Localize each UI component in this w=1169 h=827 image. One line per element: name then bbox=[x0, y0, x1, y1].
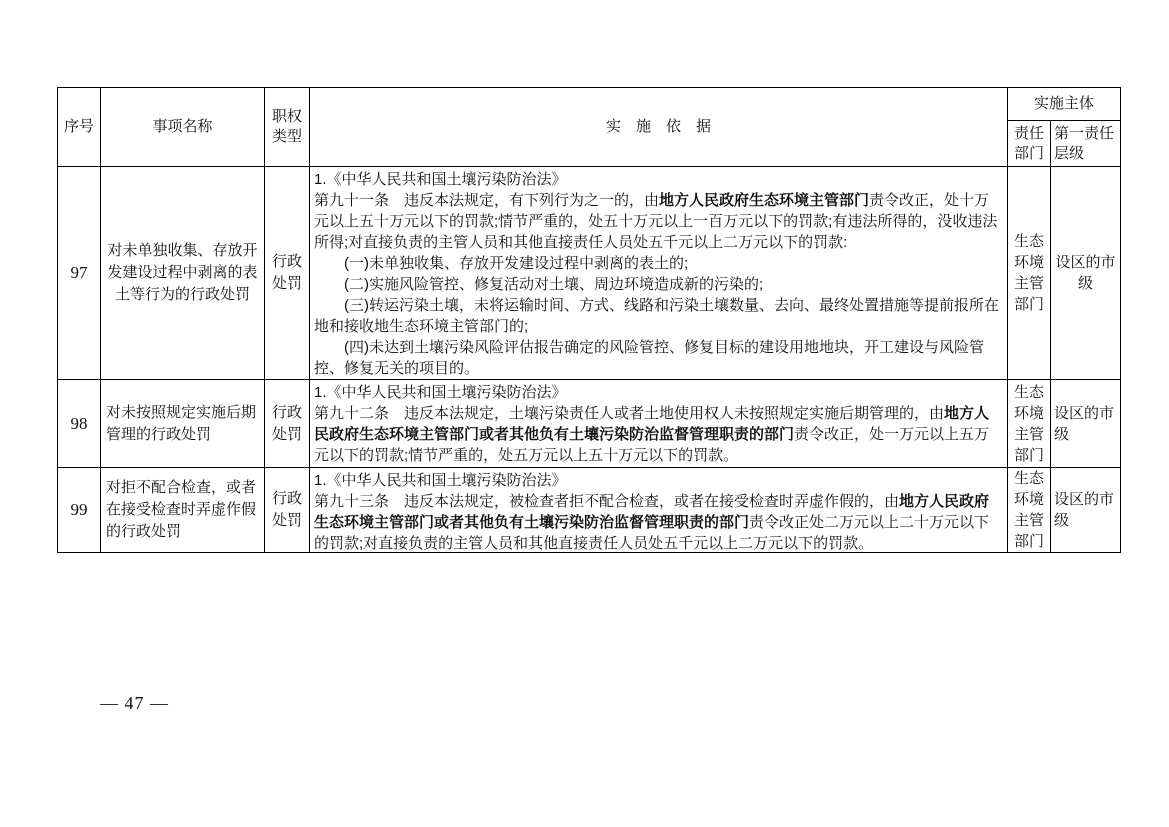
table-row bbox=[58, 167, 1121, 380]
row-authority-type: 行政处罚 bbox=[265, 167, 310, 380]
row-basis bbox=[310, 468, 1008, 553]
row-seq: 99 bbox=[58, 468, 101, 553]
row-basis bbox=[310, 167, 1008, 380]
page-number: — 47 — bbox=[100, 693, 169, 713]
row-basis bbox=[310, 380, 1008, 468]
row-responsible-dept: 生态环境主管部门 bbox=[1008, 468, 1051, 553]
row-authority-type: 行政处罚 bbox=[265, 468, 310, 553]
row-item-name: 对未单独收集、存放开发建设过程中剥离的表土等行为的行政处罚 bbox=[101, 167, 265, 380]
row-basis-text: 1.《中华人民共和国土壤污染防治法》 第九十三条 违反本法规定，被检查者拒不配合检查，或者在接受检查时弄虚作假的，由地方人民政府生态环境主管部门或者其他负有土壤污染防治监督管理职责的部门责令改正处二万元以上二十万元以下的罚款;对直接负责的主管人员和其他直接责任人员处五千元以上二万元以下的罚款。 bbox=[314, 472, 990, 552]
row-seq: 98 bbox=[58, 380, 101, 468]
header-item-name: 事项名称 bbox=[101, 88, 265, 167]
header-basis: 实 施 依 据 bbox=[310, 88, 1008, 167]
row-first-level: 设区的市级 bbox=[1051, 380, 1121, 468]
row-first-level: 设区的市级 bbox=[1051, 468, 1121, 553]
table-sheet bbox=[57, 87, 1121, 553]
row-seq: 97 bbox=[58, 167, 101, 380]
row-authority-type: 行政处罚 bbox=[265, 380, 310, 468]
header-responsible-dept: 责任部门 bbox=[1008, 121, 1051, 167]
row-basis-text: 1.《中华人民共和国土壤污染防治法》 第九十二条 违反本法规定，土壤污染责任人或者土地使用权人未按照规定实施后期管理的，由地方人民政府生态环境主管部门或者其他负有土壤污染防治监督管理职责的部门责令改正，处一万元以上五万元以下的罚款;情节严重的，处五万元以上五十万元以下的罚款。 bbox=[314, 384, 990, 464]
row-responsible-dept: 生态环境主管部门 bbox=[1008, 167, 1051, 380]
row-responsible-dept: 生态环境主管部门 bbox=[1008, 380, 1051, 468]
header-authority-type: 职权类型 bbox=[265, 88, 310, 167]
header-seq: 序号 bbox=[58, 88, 101, 167]
penalty-items-table bbox=[57, 87, 1121, 553]
row-item-name: 对拒不配合检查，或者在接受检查时弄虚作假的行政处罚 bbox=[101, 468, 265, 553]
table-row bbox=[58, 468, 1121, 553]
header-first-level: 第一责任层级 bbox=[1051, 121, 1121, 167]
header-subject: 实施主体 bbox=[1008, 88, 1121, 121]
row-first-level: 设区的市级 bbox=[1051, 167, 1121, 380]
header-row-top bbox=[58, 88, 1121, 121]
row-item-name: 对未按照规定实施后期管理的行政处罚 bbox=[101, 380, 265, 468]
row-basis-text: 1.《中华人民共和国土壤污染防治法》 第九十一条 违反本法规定，有下列行为之一的，由地方人民政府生态环境主管部门责令改正，处十万元以上五十万元以下的罚款;情节严重的，处五十万元以上一百万元以下的罚款;有违法所得的，没收违法所得;对直接负责的主管人员和其他直接责任人员处五千元以上二万元以下的罚款: (一)未单独收集、存放开发建设过程中剥离的表土的; (二)实施风险管控、修复活动对土壤、周边环境造成新的污染的; (三)转运污染土壤，未将运输时间、方式、线路和污染土壤数量、去向、最终处置措施等提前报所在地和接收地生态环境主管部门的; (四)未达到土壤污染风险评估报告确定的风险管控、修复目标的建设用地地块，开工建设与风险管控、修复无关的项目的。 bbox=[314, 171, 999, 377]
table-row bbox=[58, 380, 1121, 468]
